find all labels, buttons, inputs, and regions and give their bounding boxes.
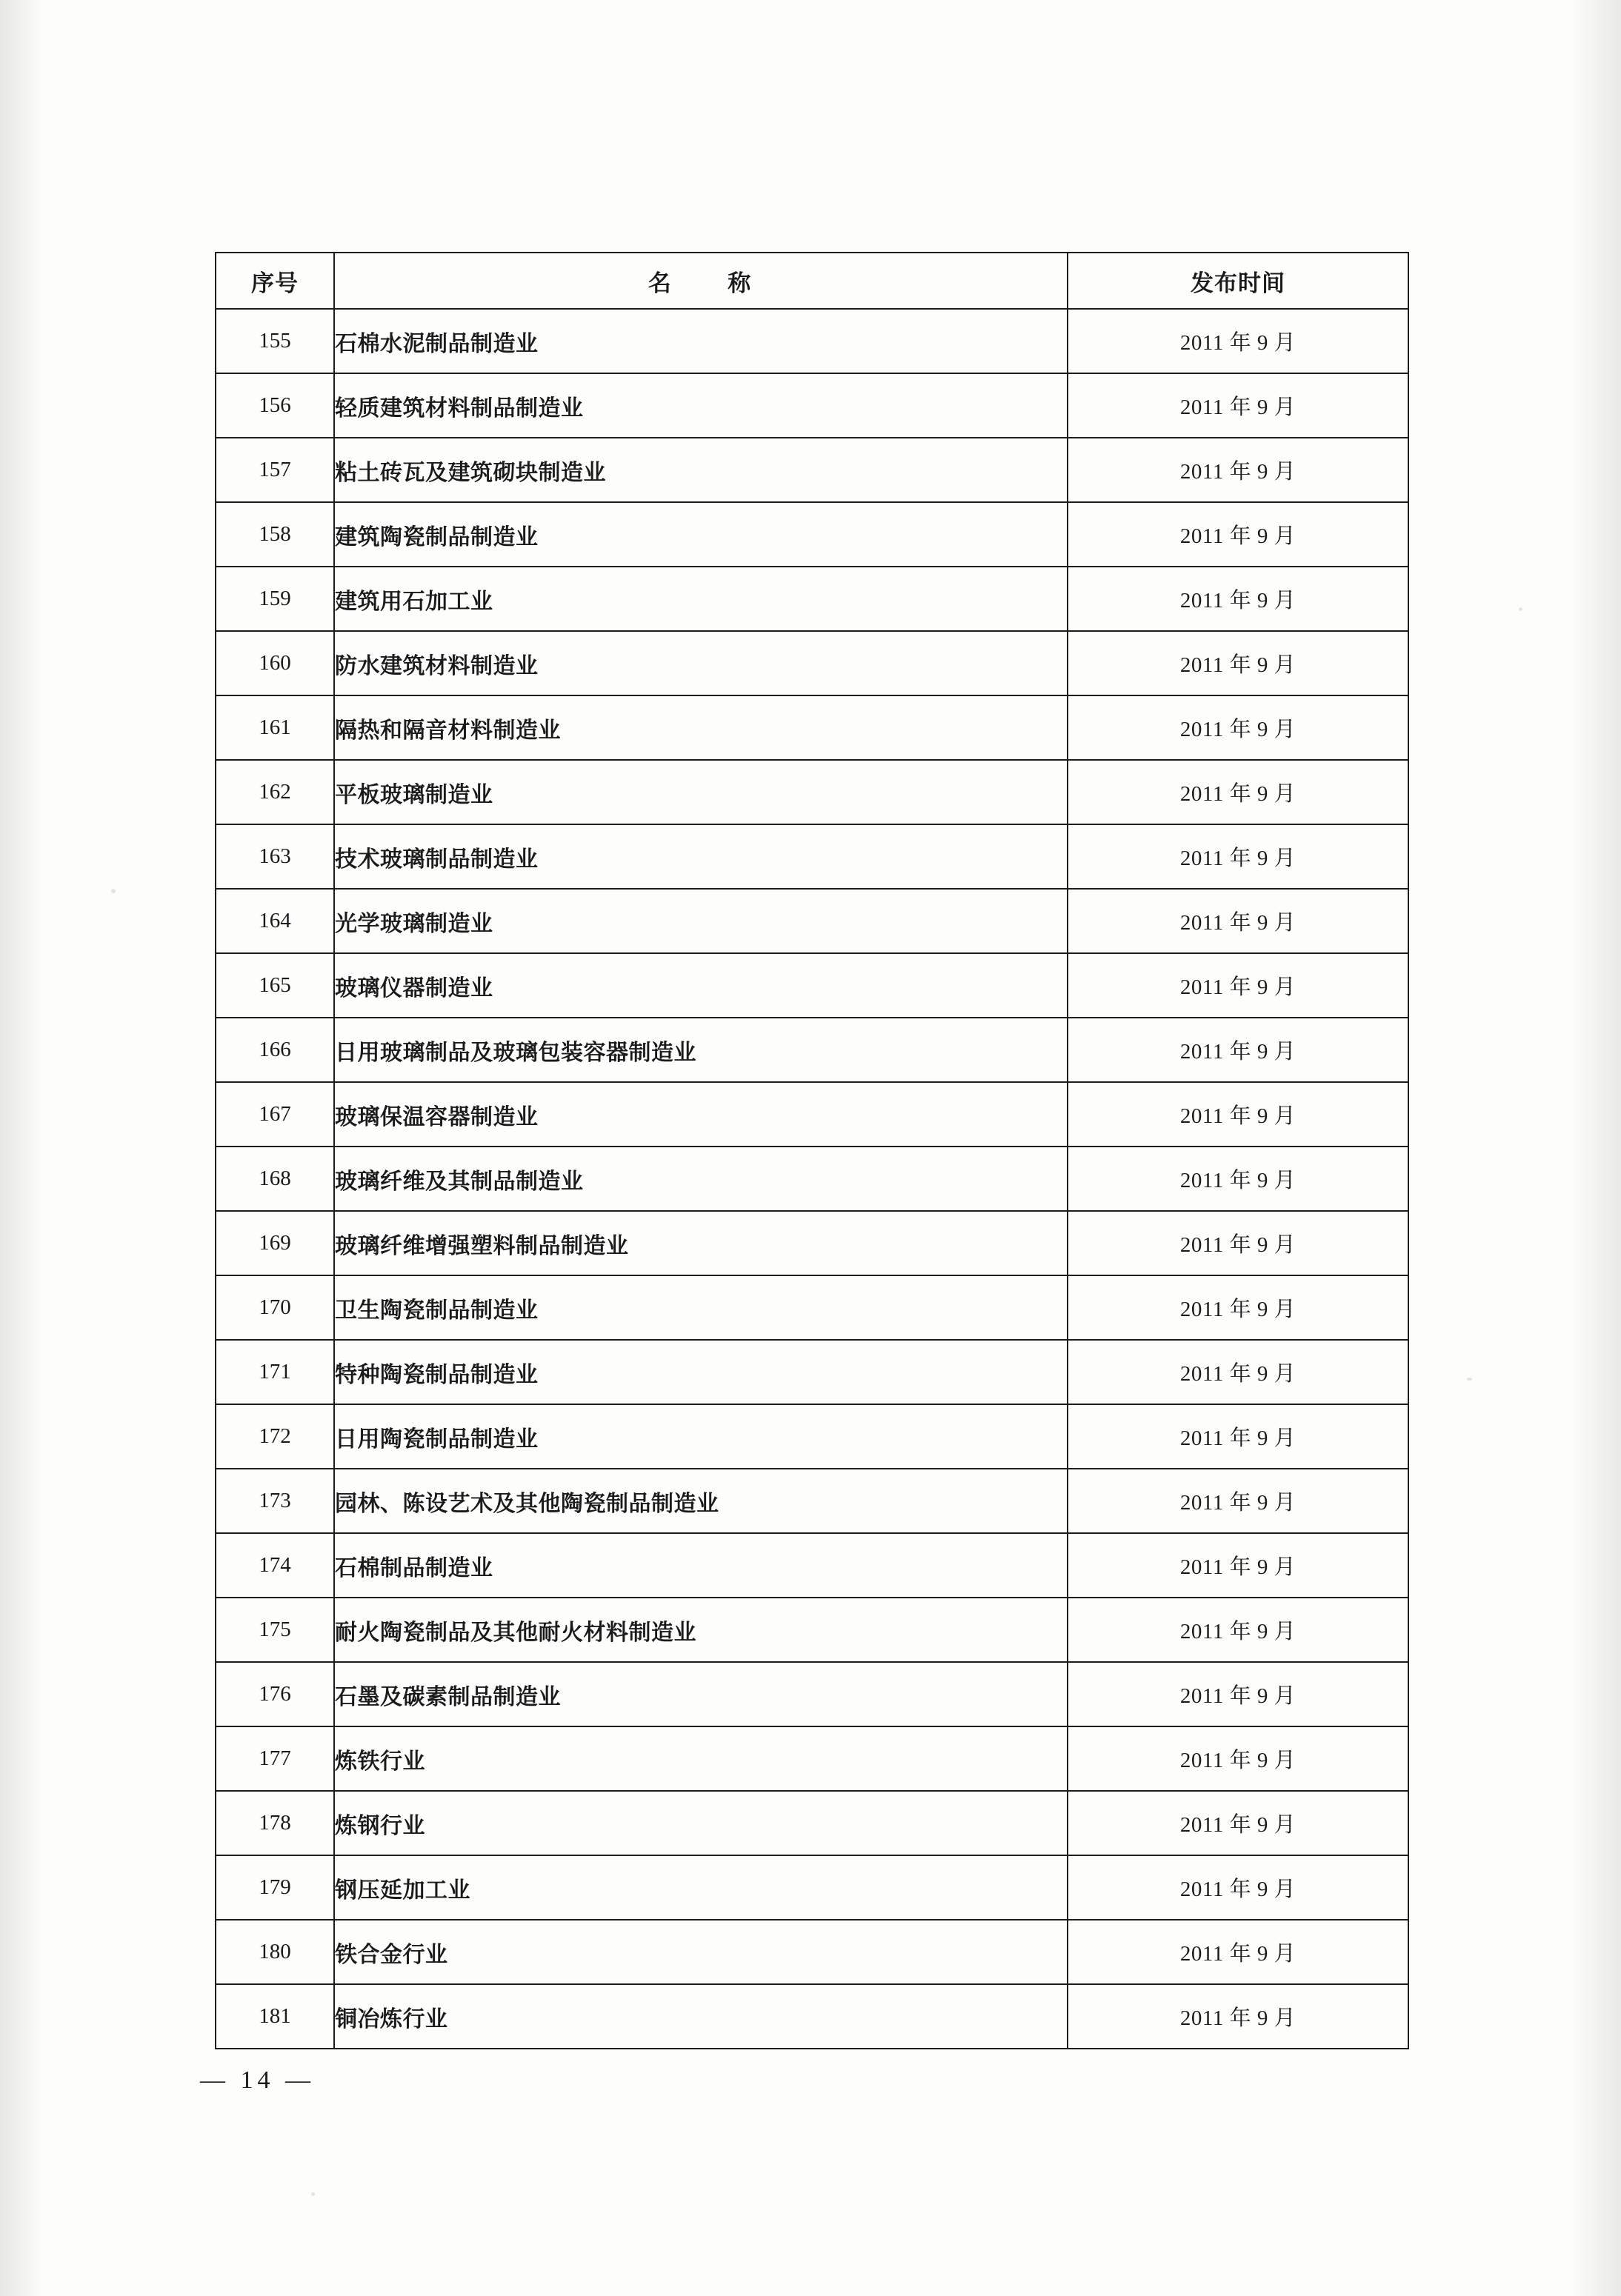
table-row [216, 1533, 1408, 1598]
table-row [216, 1469, 1408, 1533]
cell-seq: 159 [216, 567, 334, 631]
cell-name: 玻璃纤维及其制品制造业 [334, 1147, 1068, 1211]
table-row [216, 1662, 1408, 1726]
cell-seq: 158 [216, 502, 334, 567]
cell-name: 平板玻璃制造业 [334, 760, 1068, 824]
cell-date: 2011 年 9 月 [1068, 1018, 1408, 1082]
column-header-date: 发布时间 [1068, 253, 1408, 309]
cell-seq: 155 [216, 309, 334, 373]
cell-seq: 167 [216, 1082, 334, 1147]
cell-date: 2011 年 9 月 [1068, 695, 1408, 760]
cell-name: 炼铁行业 [334, 1726, 1068, 1791]
cell-name: 技术玻璃制品制造业 [334, 824, 1068, 889]
cell-date: 2011 年 9 月 [1068, 1533, 1408, 1598]
cell-seq: 171 [216, 1340, 334, 1404]
cell-name: 卫生陶瓷制品制造业 [334, 1275, 1068, 1340]
cell-seq: 172 [216, 1404, 334, 1469]
cell-name: 石棉制品制造业 [334, 1533, 1068, 1598]
cell-seq: 173 [216, 1469, 334, 1533]
cell-date: 2011 年 9 月 [1068, 1082, 1408, 1147]
cell-date: 2011 年 9 月 [1068, 1469, 1408, 1533]
cell-date: 2011 年 9 月 [1068, 1984, 1408, 2049]
table-row [216, 1275, 1408, 1340]
table-row [216, 1082, 1408, 1147]
cell-name: 隔热和隔音材料制造业 [334, 695, 1068, 760]
table-row [216, 1920, 1408, 1984]
table-row [216, 824, 1408, 889]
cell-date: 2011 年 9 月 [1068, 1662, 1408, 1726]
cell-name: 石墨及碳素制品制造业 [334, 1662, 1068, 1726]
column-header-name-label: 名 称 [648, 270, 776, 296]
table-row [216, 438, 1408, 502]
cell-seq: 179 [216, 1855, 334, 1920]
table-row [216, 953, 1408, 1018]
cell-date: 2011 年 9 月 [1068, 309, 1408, 373]
table-row [216, 1984, 1408, 2049]
cell-seq: 162 [216, 760, 334, 824]
cell-date: 2011 年 9 月 [1068, 438, 1408, 502]
table-row [216, 760, 1408, 824]
table-row [216, 1404, 1408, 1469]
cell-name: 轻质建筑材料制品制造业 [334, 373, 1068, 438]
cell-date: 2011 年 9 月 [1068, 953, 1408, 1018]
cell-seq: 181 [216, 1984, 334, 2049]
document-body [215, 252, 1408, 2049]
table-row [216, 1855, 1408, 1920]
cell-name: 铜冶炼行业 [334, 1984, 1068, 2049]
cell-name: 耐火陶瓷制品及其他耐火材料制造业 [334, 1598, 1068, 1662]
table-row [216, 695, 1408, 760]
cell-name: 建筑陶瓷制品制造业 [334, 502, 1068, 567]
cell-seq: 177 [216, 1726, 334, 1791]
cell-seq: 156 [216, 373, 334, 438]
cell-date: 2011 年 9 月 [1068, 373, 1408, 438]
table-row [216, 373, 1408, 438]
table-row [216, 631, 1408, 695]
cell-seq: 168 [216, 1147, 334, 1211]
industry-catalog-table [215, 252, 1409, 2049]
scan-speck [1519, 607, 1522, 611]
cell-date: 2011 年 9 月 [1068, 824, 1408, 889]
cell-name: 粘土砖瓦及建筑砌块制造业 [334, 438, 1068, 502]
cell-name: 玻璃纤维增强塑料制品制造业 [334, 1211, 1068, 1275]
table-row [216, 1211, 1408, 1275]
cell-date: 2011 年 9 月 [1068, 760, 1408, 824]
cell-seq: 157 [216, 438, 334, 502]
table-row [216, 502, 1408, 567]
column-header-name [334, 253, 1068, 309]
cell-name: 石棉水泥制品制造业 [334, 309, 1068, 373]
cell-seq: 165 [216, 953, 334, 1018]
cell-seq: 169 [216, 1211, 334, 1275]
cell-date: 2011 年 9 月 [1068, 889, 1408, 953]
cell-date: 2011 年 9 月 [1068, 567, 1408, 631]
table-row [216, 1598, 1408, 1662]
cell-seq: 178 [216, 1791, 334, 1855]
cell-seq: 174 [216, 1533, 334, 1598]
cell-date: 2011 年 9 月 [1068, 631, 1408, 695]
cell-seq: 163 [216, 824, 334, 889]
cell-seq: 164 [216, 889, 334, 953]
cell-name: 特种陶瓷制品制造业 [334, 1340, 1068, 1404]
cell-name: 铁合金行业 [334, 1920, 1068, 1984]
cell-seq: 170 [216, 1275, 334, 1340]
table-row [216, 1726, 1408, 1791]
cell-date: 2011 年 9 月 [1068, 1855, 1408, 1920]
cell-seq: 160 [216, 631, 334, 695]
cell-date: 2011 年 9 月 [1068, 502, 1408, 567]
cell-name: 日用陶瓷制品制造业 [334, 1404, 1068, 1469]
cell-seq: 161 [216, 695, 334, 760]
cell-seq: 176 [216, 1662, 334, 1726]
cell-seq: 166 [216, 1018, 334, 1082]
table-row [216, 889, 1408, 953]
table-header-row [216, 253, 1408, 309]
cell-date: 2011 年 9 月 [1068, 1598, 1408, 1662]
cell-name: 园林、陈设艺术及其他陶瓷制品制造业 [334, 1469, 1068, 1533]
table-row [216, 1340, 1408, 1404]
table-row [216, 309, 1408, 373]
cell-date: 2011 年 9 月 [1068, 1340, 1408, 1404]
cell-name: 钢压延加工业 [334, 1855, 1068, 1920]
cell-name: 建筑用石加工业 [334, 567, 1068, 631]
cell-seq: 180 [216, 1920, 334, 1984]
table-row [216, 1791, 1408, 1855]
table-row [216, 567, 1408, 631]
cell-date: 2011 年 9 月 [1068, 1726, 1408, 1791]
cell-name: 日用玻璃制品及玻璃包装容器制造业 [334, 1018, 1068, 1082]
cell-name: 光学玻璃制造业 [334, 889, 1068, 953]
table-row [216, 1018, 1408, 1082]
cell-seq: 175 [216, 1598, 334, 1662]
page-number: — 14 — [200, 2066, 315, 2094]
cell-date: 2011 年 9 月 [1068, 1211, 1408, 1275]
cell-date: 2011 年 9 月 [1068, 1791, 1408, 1855]
cell-name: 防水建筑材料制造业 [334, 631, 1068, 695]
scan-speck [1467, 1378, 1472, 1381]
scan-speck [311, 2192, 315, 2196]
cell-name: 炼钢行业 [334, 1791, 1068, 1855]
scan-speck [111, 889, 116, 893]
table-body [216, 309, 1408, 2049]
table-row [216, 1147, 1408, 1211]
cell-date: 2011 年 9 月 [1068, 1275, 1408, 1340]
cell-date: 2011 年 9 月 [1068, 1404, 1408, 1469]
cell-name: 玻璃仪器制造业 [334, 953, 1068, 1018]
column-header-seq: 序号 [216, 253, 334, 309]
cell-date: 2011 年 9 月 [1068, 1920, 1408, 1984]
cell-name: 玻璃保温容器制造业 [334, 1082, 1068, 1147]
cell-date: 2011 年 9 月 [1068, 1147, 1408, 1211]
